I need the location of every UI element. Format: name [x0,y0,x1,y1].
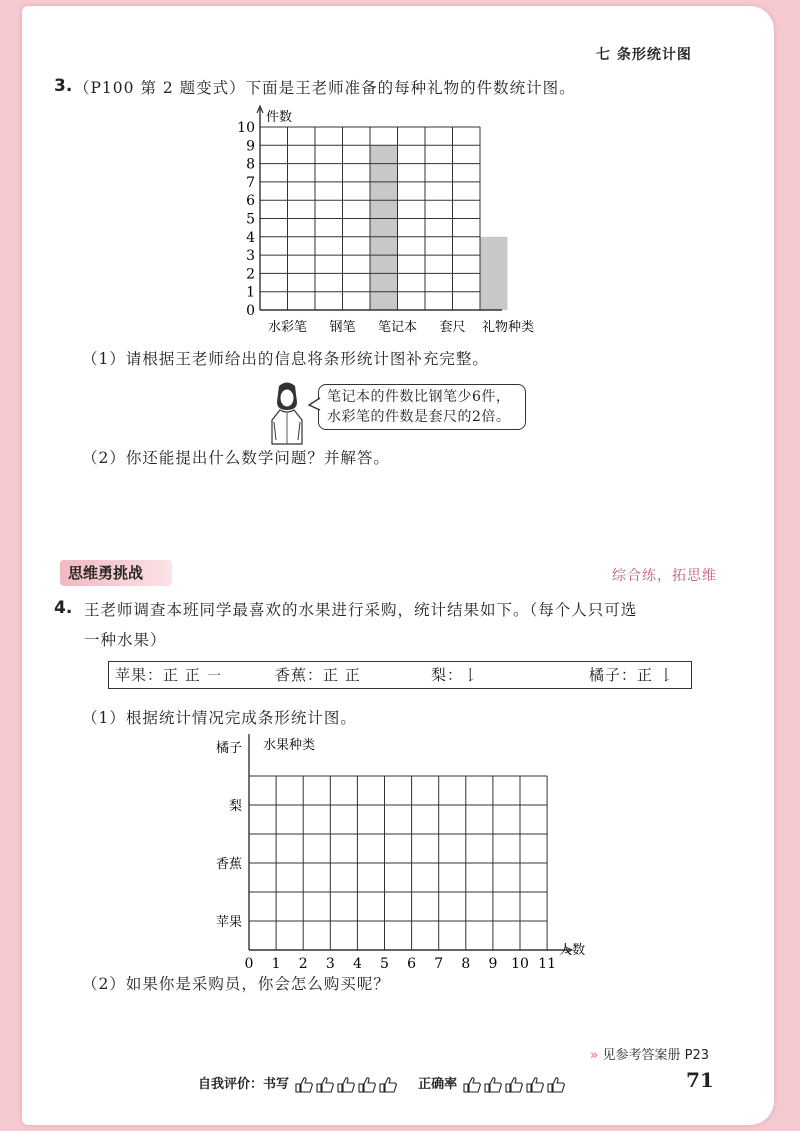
x-axis-label: 礼物种类 [482,320,535,335]
self-eval-label: 自我评价：书写 [198,1077,290,1092]
x-tick-label: 0 [244,956,254,972]
teacher-figure [262,380,312,446]
x-tick-label: 8 [461,956,471,972]
thumbs-up-icon [338,1077,354,1091]
x-tick-label: 3 [325,956,335,972]
category-label: 钢笔 [329,320,356,335]
thumbs-up-icon [464,1077,480,1091]
accuracy-label: 正确率 [418,1077,458,1092]
y-tick-label: 1 [246,284,255,301]
category-label: 套尺 [439,320,466,335]
tally-box [108,661,692,689]
q3-text: （P100 第 2 题变式）下面是王老师准备的每种礼物的件数统计图。 [74,79,576,97]
y-tick-label: 2 [246,266,255,283]
category-label: 橘子 [215,741,242,756]
q4-text-line1: 王老师调查本班同学最喜欢的水果进行采购，统计结果如下。（每个人只可选 [84,601,638,619]
q4-text-line2: 一种水果） [84,631,167,649]
x-tick-label: 4 [352,956,362,972]
section-tag: 综合练，拓思维 [612,568,717,584]
y-axis-label: 件数 [266,110,293,125]
q3-sub2: （2）你还能提出什么数学问题？并解答。 [82,449,390,467]
x-tick-label: 5 [380,956,389,972]
category-label: 水彩笔 [267,320,308,335]
x-tick-label: 7 [434,956,444,972]
y-tick-label: 4 [246,229,255,246]
thumbs-up-icon [359,1077,375,1091]
x-tick-label: 11 [538,956,557,972]
bubble-tail [308,398,320,412]
category-label: 梨 [228,799,242,814]
y-tick-label: 7 [246,174,255,191]
tally-pear: 梨：𠄌 [431,666,480,684]
y-tick-label: 0 [246,303,255,319]
bar-2 [370,145,398,310]
page-number: 71 [686,1068,714,1092]
y-axis-label: 水果种类 [263,738,316,753]
y-tick-label: 8 [246,156,255,173]
double-chevron-icon: » [590,1048,599,1063]
chapter-header: 七 条形统计图 [596,47,692,63]
tally-banana: 香蕉：正 正 [275,666,361,684]
thumbs-up-icon [506,1077,522,1091]
y-tick-label: 9 [246,138,255,155]
self-evaluation [198,1073,570,1094]
thumbs-up-icon [485,1077,501,1091]
y-tick-label: 3 [246,248,255,265]
category-label: 笔记本 [377,320,418,335]
category-label: 香蕉 [215,857,242,872]
x-axis-label: 人数 [559,943,586,958]
thumbs-up-icon [296,1077,312,1091]
x-tick-label: 1 [271,956,281,972]
writing-thumbs-icons[interactable] [294,1076,402,1094]
y-tick-label: 6 [246,193,255,210]
x-tick-label: 10 [511,956,529,972]
bubble-line-1: 笔记本的件数比钢笔少6件， [327,389,511,405]
x-tick-label: 2 [298,956,308,972]
fruit-bar-chart [200,730,600,972]
y-tick-label: 10 [237,120,255,136]
thumbs-up-icon [380,1077,396,1091]
gift-bar-chart [226,104,598,340]
bubble-line-2: 水彩笔的件数是套尺的2倍。 [327,409,511,425]
answer-reference-text: 见参考答案册 P23 [602,1048,710,1063]
tally-orange: 橘子：正 𠄌 [589,666,675,684]
bar-4 [480,237,508,310]
thumbs-up-icon [548,1077,564,1091]
q3-sub1: （1）请根据王老师给出的信息将条形统计图补充完整。 [82,350,489,368]
x-tick-label: 6 [407,956,417,972]
speech-bubble [318,384,526,430]
thumbs-up-icon [527,1077,543,1091]
q4-sub2: （2）如果你是采购员，你会怎么购买呢？ [82,975,390,993]
tally-apple: 苹果：正 正 ㇐ [115,666,223,684]
answer-reference [590,1044,709,1063]
q4-sub1: （1）根据统计情况完成条形统计图。 [82,709,357,727]
q3-number: 3. [54,76,73,96]
section-banner: 思维勇挑战 [60,560,172,586]
accuracy-thumbs-icons[interactable] [462,1076,570,1094]
thumbs-up-icon [317,1077,333,1091]
category-label: 苹果 [215,915,242,930]
y-tick-label: 5 [246,211,255,228]
q4-number: 4. [54,598,73,618]
x-tick-label: 9 [488,956,498,972]
